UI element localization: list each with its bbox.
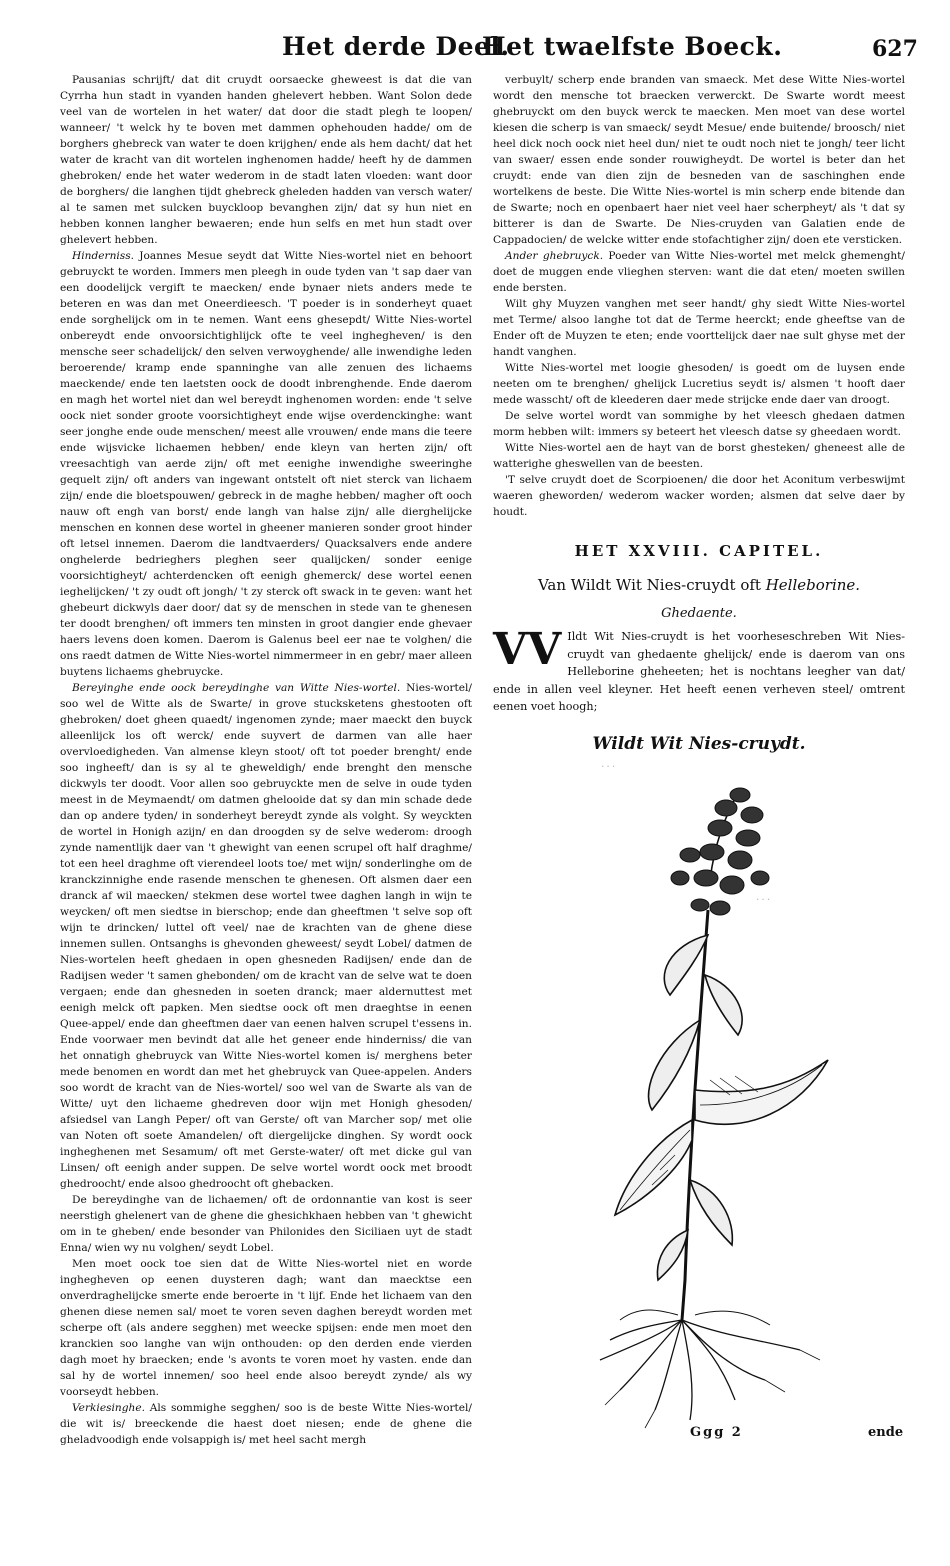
marginal-heading: Bereyinghe ende oock bereydinghe van Witte Nies-wortel. (72, 682, 401, 694)
text-paragraph (60, 680, 472, 1192)
paragraph-text: Witte Nies-wortel met loogie ghesoden/ is goedt om de luysen ende neeten om te brenghen/ ghelijck Lucretius seydt is/ alsmen 't hooft daer mede wasscht/ oft de kleederen daer mede strijcke ende daer van droogt. (493, 362, 905, 406)
marginal-heading: Verkiesinghe. (72, 1402, 145, 1414)
text-paragraph (60, 1256, 472, 1400)
paragraph-text: Pausanias schrijft/ dat dit cruydt oorsaecke gheweest is dat die van Cyrrha hun stadt in vyanden handen ghelevert hebben. Want Solon dede veel van de wortelen in het water/ dat door die stadt plegh te loopen/ wanneer/ 't welck hy te boven met dammen ophehouden hadde/ om de borghers ghebreck van water te doen krijghen/ ende als hem dacht/ dat het water de kracht van dit wortelen inghenomen hadde/ heeft hy de dammen ghebroken/ ende het water wederom in de stadt laten vloeden: want door de borghers/ die langhen tijdt ghebreck gheleden hadden van versch water/ al te samen met sulcken buyckloop bevanghen zijn/ dat sy hun niet en hebben konnen langher bewaeren; ende hun selfs en met hun stadt over ghelevert hebben. (60, 74, 472, 246)
text-paragraph (493, 72, 905, 248)
marginal-heading: Ander ghebruyck. (505, 250, 604, 262)
description-paragraph (493, 624, 905, 716)
part-title: Het derde Deel. (282, 32, 510, 61)
paragraph-text: 'T selve cruydt doet de Scorpioenen/ die door het Aconitum verbeswijmt waeren gheworden/ wederom wacker worden; alsmen dat selve daer by houdt. (493, 474, 905, 518)
text-paragraph (60, 1400, 472, 1448)
subtitle-italic: Helleborine. (765, 576, 861, 594)
text-paragraph (493, 248, 905, 296)
running-header (0, 26, 950, 66)
text-paragraph (60, 248, 472, 680)
root-system (600, 1320, 820, 1428)
text-paragraph (493, 440, 905, 472)
text-paragraph (493, 296, 905, 360)
drop-cap: VV (493, 624, 562, 675)
marginal-heading: Hinderniss. (72, 250, 135, 262)
paragraph-text: Joannes Mesue seydt dat Witte Nies-wortel niet en behoort gebruyckt te worden. Immers men pleegh in oude tyden van 't sap daer van een doodelijck vergift te maecken/ ende bynaer niets anders mede te beteren en was dan met Oneerdieesch. 'T poeder is in sonderheyt quaet ende sorghelijck om in te nemen. Want eens ghesepdt/ Witte Nies-wortel onbereydt ende onvoorsichtighlijck ofte te veel inghegheven/ is den mensche seer schadelijck/ den selven verwoyghende/ alle inwendighe leden beroerende/ kramp ende spanninghe van alle zenuen des lichaems maeckende/ ende ten laetsten oock de doodt inbrenghende. Ende daerom en magh het wortel niet dan wel bereydt inghenomen worden: ende 't selve oock niet sonder groote voorsichtigheyt ende wijse overdenckinghe: want seer jonghe ende oude menschen/ meest alle vrouwen/ ende mans die teere ende wijsvicke lichaemen hebben/ ende kleyn van herten zijn/ oft vreesachtigh van aerde zijn/ oft met eenighe inwendighe sweeringhe gequelt zijn/ oft anders van ingewant ontstelt oft niet sterck van lichaem zijn/ ende die bloetspouwen/ gebreck in de maghe hebben/ magher oft ooch nauw oft engh van borst/ ende langh van halse zijn/ alle dierghelijcke menschen en konnen dese wortel in gheener manieren sonder groot hinder oft letsel innemen. Daerom die landtvaerders/ Quacksalvers ende andere onghelerde bedrieghers pleghen seer qualijcken/ sonder eenige voorsichtigheyt/ achterdencken oft eenigh ghemerck/ dese wortel eenen ieghelijcken/ 't zy oudt oft jongh/ 't zy sterck oft swack in te geven: want het ghebeurt dickwyls daer door/ dat sy de menschen in stede van te ghenesen ter doodt brenghen/ oft immers ten minsten in groot dangier ende ghevaer haers levens doen komen. Daerom is Galenus beel eer nae te volghen/ die ons raedt datmen de Witte Nies-wortel nimmermeer in en gebr/ maer alleen buytens lichaems ghebruycke. (60, 250, 472, 678)
description-text: Ildt Wit Nies-cruydt is het voorheseschreben Wit Nies-cruydt van ghedaente ghelijck/ ende is daerom van ons Helleborine gheheeten; het is nochtans leegher van dat/ ende in allen veel kleyner. Het heeft eenen verheven steel/ omtrent eenen voet hoogh; (493, 630, 905, 713)
section-heading: Ghedaente. (661, 606, 737, 621)
plant-woodcut-illustration (560, 760, 900, 1440)
left-column (60, 72, 472, 1448)
figure-caption: Wildt Wit Nies-cruydt. (592, 734, 806, 754)
flower-cluster (671, 788, 772, 915)
paragraph-text: Poeder van Witte Nies-wortel met melck ghemenght/ doet de muggen ende vlieghen sterven: want die dat eten/ moeten swillen ende bersten. (493, 250, 906, 294)
text-paragraph (60, 1192, 472, 1256)
signature-mark: Ggg 2 (690, 1425, 743, 1440)
chapter-heading: HET XXVIII. CAPITEL. (574, 542, 824, 560)
book-title: Het twaelfste Boeck. (482, 32, 783, 61)
paragraph-text: Wilt ghy Muyzen vanghen met seer handt/ ghy siedt Witte Nies-wortel met Terme/ alsoo langhe tot dat de Terme heerckt; ende gheeftse van de Ender oft de Muyzen te eten; ende voorttelijck daer nae sult ghyse met der handt vanghen. (493, 298, 905, 358)
text-paragraph (493, 472, 905, 520)
paragraph-text: verbuylt/ scherp ende branden van smaeck. Met dese Witte Nies-wortel wordt den mensche tot braecken verwerckt. De Swarte wordt meest ghebruyckt om den buyck werck te maecken. Men moet van dese wortel kiesen die scherp is van smaeck/ seydt Mesue/ ende buitende/ broosch/ niet heel dick noch oock niet heel dun/ niet te oudt noch niet te jongh/ teer licht van swaer/ essen ende sonder rouwigheydt. De wortel is beter dan het cruydt: ende van dien zijn de besneden van de saschinghen ende wortelkens de beste. Die Witte Nies-wortel is min scherp ende bitende dan de Swarte; noch en openbaert haer niet veel haer scherpheyt/ als 't dat sy bitterer is dan de Swarte. De Nies-cruyden van Galatien ende de Cappadocien/ de welcke witter ende stofachtigher zijn/ doen ete versticken. (493, 74, 905, 246)
right-column (493, 72, 905, 520)
paragraph-text: Nies-wortel/ soo wel de Witte als de Swarte/ in grove stucksketens ghestooten oft ghebroken/ doet gheen quaedt/ ingenomen zynde; maer maeckt den buyck alleenlijck los oft werck/ ende suyvert de darmen van alle haer overvloedigheden. Van almense kleyn stoot/ oft tot poeder brenght/ ende soo ingheeft/ dan is sy al te gheweldigh/ ende brenght den mensche dickwyls ter doodt. Voor allen soo gebruyckte men de selve in oude tyden meest in de Meymaendt/ om datmen ghelooide dat sy dan min schade dede dan op andere tyden/ in sonderheyt bereydt zynde als volght. Sy weyckten de wortel in Honigh azijn/ en dan droogden sy de selve wederom: droogh zynde namentlijk daer van 't ghewight van eenen scrupel oft half draghme/ tot een heel draghme oft vierendeel loots toe/ met wijn/ sonderlinghe om de kranckzinnighe ende rasende menschen te ghenesen. Oft alsmen daer een dranck af wil maecken/ stekmen dese wortel twee daghen langh in wijn te weycken/ oft men siedtse in bierschop; ende dan gheeftmen 't selve sop oft wijn te drincken/ luttel oft veel/ nae de krachten van de ghene diese innemen sullen. Ontsanghs is ghevonden gheweest/ seydt Lobel/ datmen de Nies-wortelen heeft ghedaen in open ghesneden Radijsen/ ende dan de Radijsen weder 't samen ghebonden/ om de kracht van de selve wat te doen vergaen; ende dan ghesneden in soeten dranck; maer aldernuttest met eenigh melck oft papken. Men siedtse oock oft men draeghtse in eenen Quee-appel/ ende dan gheeftmen daer van eenen halven scrupel t'essens in. Ende voorwaer men bevindt dat alle het geneer ende hinderniss/ die van het onnatigh ghebruyck van Witte Nies-wortel komen is/ merghens beter mede benomen en wordt dan met het ghebruyck van Quee-appelen. Anders soo wordt de kracht van de Nies-wortel/ soo wel van de Swarte als van de Witte/ uyt den lichaeme ghedreven door wijn met Honigh ghesoden/ afsiedsel van Langh Peper/ oft van Gerste/ oft van Marcher sop/ met olie van Noten oft soete Amandelen/ oft diergelijcke dinghen. Sy wordt oock ingheghenen met Sesamum/ oft met Gerste-water/ oft met dicke gul van Linsen/ oft eenigh ander suppen. De selve wortel wordt oock met broodt ghedroocht/ ende alsoo ghedroocht oft ghebacken. (60, 682, 472, 1190)
text-paragraph (493, 408, 905, 440)
paragraph-text: De bereydinghe van de lichaemen/ oft de ordonnantie van kost is seer neerstigh ghelenert van de ghene die ghesichkhaen hebben van 't ghewicht om in te gheben/ ende besonder van Philonides den Siciliaen uyt de stadt Enna/ wien wy nu volghen/ seydt Lobel. (60, 1194, 472, 1254)
paragraph-text: De selve wortel wordt van sommighe by het vleesch ghedaen datmen morm hebben wilt: immers sy beteert het vleesch datse sy gheedaen wordt. (493, 410, 905, 438)
text-paragraph (493, 360, 905, 408)
paragraph-text: Als sommighe segghen/ soo is de beste Witte Nies-wortel/ die wit is/ breeckende die haest doet niesen; ende de ghene die gheladvoodigh ende volsappigh is/ met heel sacht mergh (60, 1402, 472, 1446)
bleed-through-text: ... (755, 893, 772, 903)
text-paragraph (60, 72, 472, 248)
catchword: ende (868, 1425, 904, 1440)
page-number: 627 (872, 36, 918, 62)
paragraph-text: Men moet oock toe sien dat de Witte Nies-wortel niet en worde inghegheven op eenen duysteren dagh; want dan maecktse een onverdraghelijcke smerte ende beroerte in 't lijf. Ende het lichaem van den ghenen diese nemen sal/ moet te voren seven daghen bereydt worden met scherpe oft (als andere segghen) met weecke spijsen: ende men moet den kranckien soo langhe van wijn onthouden: op den derden ende vierden dagh moet hy braecken; ende 's avonts te voren moet hy vasten. ende dan sal hy de wortel innemen/ soo heel ende alsoo bereydt zynde/ als wy voorseydt hebben. (60, 1258, 472, 1398)
paragraph-text: Witte Nies-wortel aen de hayt van de borst ghesteken/ gheneest alle de watterighe gheswellen van de beesten. (493, 442, 905, 470)
subtitle-text: Van Wildt Wit Nies-cruydt oft (537, 576, 766, 594)
chapter-subtitle (493, 576, 905, 594)
bleed-through-text: ... (600, 760, 617, 770)
